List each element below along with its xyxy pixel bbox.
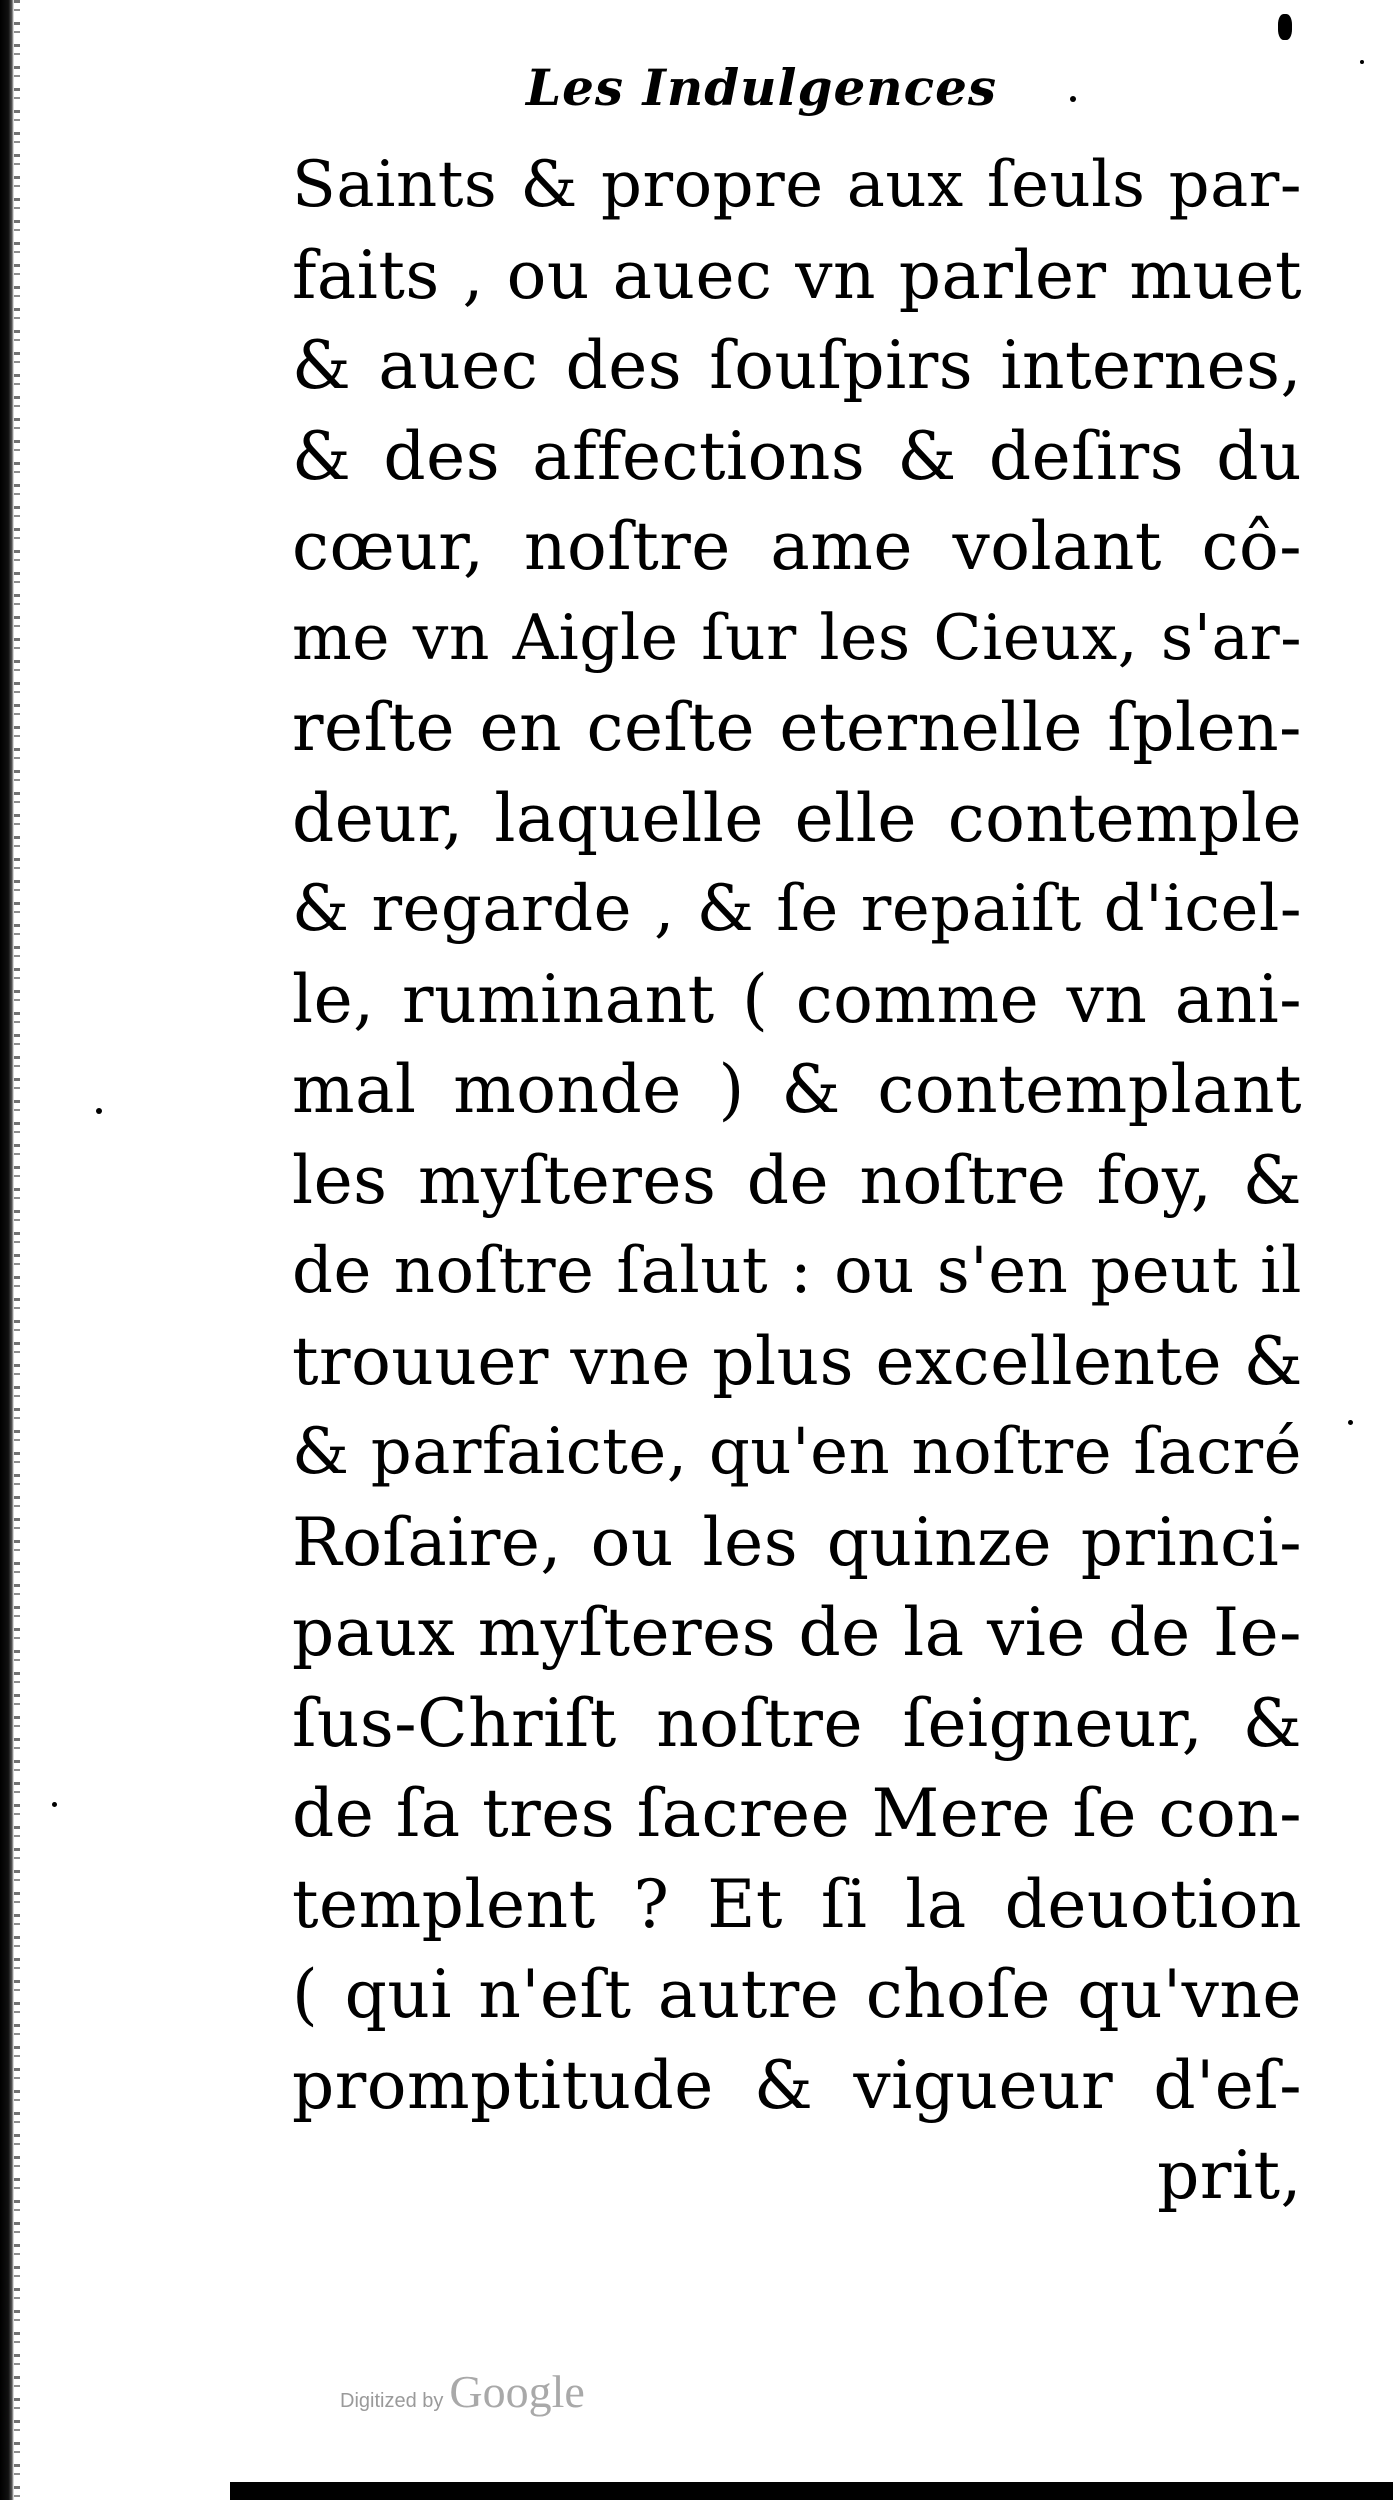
text-line: de ſa tres ſacree Mere ſe con-: [292, 1775, 1302, 1852]
text-line: & auec des ſouſpirs internes,: [292, 327, 1302, 404]
text-line: promptitude & vigueur d'eſ-: [292, 2046, 1302, 2124]
text-line: les myſteres de noſtre foy, &: [292, 1141, 1302, 1219]
ink-speck: [1070, 96, 1076, 102]
digitized-watermark: [340, 2365, 760, 2435]
text-line: le, ruminant ( comme vn ani-: [292, 960, 1302, 1038]
ink-speck: [96, 1108, 102, 1114]
text-line: faits , ou auec vn parler muet: [292, 236, 1302, 314]
text-line: & des affections & deſirs du: [292, 417, 1302, 495]
text-line: deur, laquelle elle contemple: [292, 779, 1302, 857]
text-line: Roſaire, ou les quinze princi-: [292, 1503, 1302, 1581]
ink-speck: [1360, 60, 1364, 64]
text-line: reſte en ceſte eternelle ſplen-: [292, 689, 1302, 766]
ink-speck: [52, 1802, 57, 1807]
text-line: & parfaicte, qu'en noſtre ſacré: [292, 1415, 1302, 1489]
scan-bottom-edge: [230, 2482, 1393, 2500]
text-line: Saints & propre aux ſeuls par-: [292, 148, 1302, 222]
text-line: paux myſteres de la vie de Ie-: [292, 1594, 1302, 1671]
text-line: & regarde , & ſe repaiſt d'icel-: [292, 872, 1302, 946]
binding-edge-noise: [14, 0, 20, 2500]
digitized-prefix: Digitized by: [340, 2390, 444, 2412]
google-logo: Google: [449, 2366, 585, 2417]
running-head: Les Indulgences: [525, 58, 998, 117]
catchword: prit,: [1157, 2137, 1302, 2214]
text-line: templent ? Et ſi la deuotion: [292, 1865, 1302, 1943]
text-line: me vn Aigle ſur les Cieux, s'ar-: [292, 600, 1302, 674]
body-text: [292, 140, 1302, 2222]
text-line: trouuer vne plus excellente &: [292, 1322, 1303, 1400]
text-line: mal monde ) & contemplant: [292, 1051, 1302, 1128]
ink-speck: [1278, 14, 1292, 40]
ink-speck: [1348, 1420, 1353, 1425]
text-line: de noſtre ſalut : ou s'en peut il: [292, 1234, 1302, 1308]
binding-edge: [0, 0, 14, 2500]
text-line: ſus-Chriſt noſtre ſeigneur, &: [292, 1684, 1302, 1762]
text-line: cœur, noſtre ame volant cô-: [292, 508, 1302, 585]
text-line: ( qui n'eſt autre choſe qu'vne: [292, 1956, 1302, 2033]
